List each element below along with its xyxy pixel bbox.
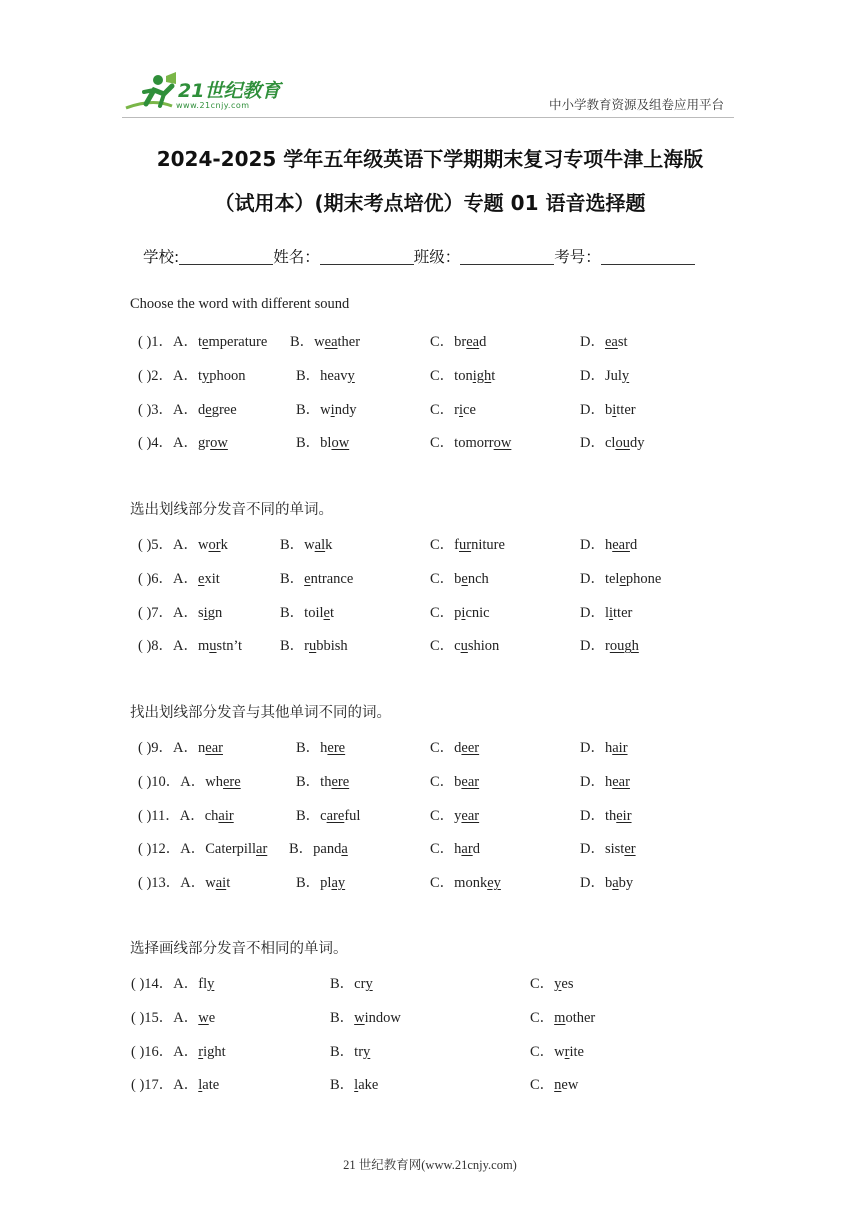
answer-option <box>138 736 223 757</box>
answer-option <box>580 398 636 419</box>
question-number[interactable]: ( )15．A． <box>131 1009 199 1026</box>
word-part: xit <box>204 570 220 587</box>
underlined-sound: ear <box>461 773 480 790</box>
answer-option <box>138 634 242 655</box>
site-logo <box>122 70 292 118</box>
word-part: d <box>198 401 206 418</box>
answer-option <box>580 533 637 554</box>
word-part: ate <box>202 1077 220 1094</box>
answer-option <box>138 364 246 385</box>
word-part: tter <box>613 604 633 621</box>
answer-option <box>296 736 345 757</box>
question-number[interactable]: ( )8．A． <box>138 638 199 655</box>
underlined-sound: igh <box>472 367 492 384</box>
answer-option <box>138 871 230 892</box>
class-blank[interactable] <box>460 248 554 265</box>
underlined-sound: ai <box>215 875 227 892</box>
word-part: t <box>491 367 496 384</box>
answer-option <box>280 601 334 622</box>
word-part: tter <box>616 401 636 418</box>
word-part: C． <box>530 1009 555 1026</box>
answer-option <box>131 1040 226 1061</box>
word-part: t <box>329 604 334 621</box>
answer-option <box>430 398 476 419</box>
answer-option <box>138 567 220 588</box>
word-part: B．th <box>296 773 332 790</box>
word-part: D．h <box>580 773 613 790</box>
word-part: m <box>198 638 210 655</box>
question-number[interactable]: ( )9．A． <box>138 740 199 756</box>
underlined-sound: ur <box>459 537 472 553</box>
word-part: w <box>205 875 216 892</box>
name-blank[interactable] <box>320 248 414 265</box>
underlined-sound: or <box>208 537 221 553</box>
word-part: C．h <box>430 841 462 858</box>
answer-option <box>296 364 355 385</box>
word-part: C．w <box>530 1043 565 1060</box>
word-part: B．w <box>296 401 331 418</box>
word-part: gree <box>211 401 237 418</box>
underlined-sound: eer <box>461 740 480 756</box>
word-part: D．b <box>580 875 613 892</box>
answer-option <box>430 431 511 452</box>
answer-option <box>296 431 349 452</box>
word-part: C．f <box>430 537 459 553</box>
underlined-sound: e <box>323 604 330 621</box>
answer-option <box>131 1006 215 1027</box>
word-part: B．h <box>296 740 328 756</box>
word-part: other <box>565 1009 596 1026</box>
underlined-sound: ay <box>331 875 346 892</box>
answer-option <box>138 330 267 351</box>
word-part: st <box>617 334 628 350</box>
answer-option <box>138 398 237 419</box>
word-part: D．h <box>580 537 613 553</box>
question-number[interactable]: ( )17．A． <box>131 1077 199 1094</box>
underlined-sound: ough <box>609 638 639 655</box>
answer-option <box>430 770 479 791</box>
answer-option <box>131 1073 219 1094</box>
word-part: ite <box>569 1043 584 1060</box>
word-part: B． <box>330 1077 355 1094</box>
question-number[interactable]: ( )5．A． <box>138 537 199 553</box>
logo-subtext: www.21cnjy.com <box>176 101 250 110</box>
word-part: C．br <box>430 334 467 350</box>
word-part: ce <box>463 401 476 418</box>
underlined-sound: u <box>209 638 217 655</box>
answer-option <box>138 431 228 452</box>
underlined-sound: al <box>314 537 326 553</box>
word-part: B．c <box>296 807 327 824</box>
word-part: t <box>198 367 203 384</box>
answer-option <box>430 533 505 554</box>
answer-option <box>430 634 499 655</box>
word-part: C．monk <box>430 875 488 892</box>
word-part: C． <box>530 1077 555 1094</box>
answer-option <box>330 1006 401 1027</box>
answer-option <box>296 770 349 791</box>
word-part: k <box>220 537 228 553</box>
word-part: D．sist <box>580 841 625 858</box>
word-part: D．l <box>580 604 609 621</box>
question-number[interactable]: ( )1．A． <box>138 334 199 350</box>
answer-option <box>580 837 636 858</box>
question-number[interactable]: ( )12．A． <box>138 841 206 858</box>
underlined-sound: i <box>459 401 464 418</box>
answer-option <box>430 736 479 757</box>
underlined-sound: r <box>198 1043 204 1060</box>
word-part: wh <box>205 773 223 790</box>
underlined-sound: ere <box>223 773 241 790</box>
underlined-sound: y <box>207 976 215 992</box>
underlined-sound: air <box>218 807 234 824</box>
underlined-sound: ow <box>493 435 512 452</box>
underlined-sound: i <box>330 401 335 418</box>
underlined-sound: y <box>202 367 210 384</box>
answer-option <box>330 1040 370 1061</box>
word-part: C．p <box>430 604 462 621</box>
underlined-sound: ea <box>324 334 338 350</box>
word-part: B．tr <box>330 1043 364 1060</box>
underlined-sound: w <box>354 1009 365 1026</box>
underlined-sound: ow <box>331 435 350 452</box>
underlined-sound: a <box>341 841 348 858</box>
underlined-sound: e <box>202 334 209 350</box>
answer-option <box>280 634 348 655</box>
underlined-sound: m <box>554 1009 566 1026</box>
word-part: gr <box>198 435 211 452</box>
word-part: D．Jul <box>580 367 622 384</box>
name-label: 姓名： <box>273 248 320 266</box>
section-heading: 选出划线部分发音不同的单词。 <box>130 502 333 518</box>
word-part: C．ton <box>430 367 473 384</box>
answer-option <box>530 1040 584 1061</box>
answer-option <box>330 972 373 993</box>
underlined-sound: w <box>198 1009 209 1026</box>
answer-option <box>530 1006 595 1027</box>
platform-name: 中小学教育资源及组卷应用平台 <box>549 98 725 112</box>
answer-option <box>430 837 480 858</box>
underlined-sound: ear <box>612 773 630 790</box>
word-part: ther <box>337 334 361 350</box>
answer-option <box>138 804 234 825</box>
answer-option <box>530 1073 578 1094</box>
underlined-sound: l <box>354 1077 359 1094</box>
question-number[interactable]: ( )11．A． <box>138 807 205 824</box>
header-divider <box>122 117 734 118</box>
word-part: ake <box>358 1077 379 1094</box>
question-number[interactable]: ( )13．A． <box>138 875 206 892</box>
word-part: B．w <box>290 334 325 350</box>
underlined-sound: e <box>198 570 205 587</box>
word-part: phoon <box>209 367 246 384</box>
word-part: C．r <box>430 401 459 418</box>
answer-option <box>296 804 360 825</box>
underlined-sound: ear <box>461 807 480 824</box>
answer-option <box>430 601 490 622</box>
page-footer: 21 世纪教育网(www.21cnjy.com) <box>343 1158 517 1172</box>
answer-option <box>138 533 228 554</box>
word-part: C．c <box>430 638 461 655</box>
underlined-sound: ear <box>205 740 223 756</box>
word-part: e <box>208 1009 216 1026</box>
answer-option <box>580 567 661 588</box>
answer-option <box>296 871 345 892</box>
word-part: niture <box>471 537 505 553</box>
underlined-sound: ea <box>466 334 480 350</box>
word-part: C．y <box>430 807 462 824</box>
word-part: dy <box>629 435 645 452</box>
word-part: indow <box>364 1009 401 1026</box>
answer-option <box>290 330 360 351</box>
word-part: fl <box>198 976 208 992</box>
word-part: w <box>198 537 209 553</box>
underlined-sound: ear <box>612 537 630 553</box>
word-part: D．tel <box>580 570 620 587</box>
word-part: B．pl <box>296 875 332 892</box>
underlined-sound: ere <box>331 773 350 790</box>
underlined-sound: u <box>309 638 317 655</box>
underlined-sound: y <box>621 367 630 384</box>
word-part: phone <box>625 570 662 587</box>
word-part: B． <box>280 570 305 587</box>
word-part: s <box>198 604 204 621</box>
answer-option <box>280 567 353 588</box>
word-part: B．pand <box>289 841 342 858</box>
class-label: 班级： <box>413 248 461 266</box>
section-heading: Choose the word with different sound <box>130 296 350 312</box>
answer-option <box>580 736 628 757</box>
underlined-sound: ow <box>210 435 228 452</box>
word-part: ight <box>203 1043 226 1060</box>
word-part: mperature <box>208 334 268 350</box>
school-blank[interactable] <box>179 248 273 265</box>
answer-option <box>580 601 632 622</box>
question-number[interactable]: ( )4．A． <box>138 435 199 452</box>
underlined-sound: e <box>304 570 311 587</box>
answer-option <box>131 972 214 993</box>
word-part: n <box>198 740 206 756</box>
underlined-sound: ere <box>327 740 346 756</box>
underlined-sound: i <box>203 604 208 621</box>
answer-option <box>580 364 629 385</box>
answer-option <box>430 871 501 892</box>
page-title-line-1: 2024-2025 学年五年级英语下学期期末复习专项牛津上海版 <box>156 147 704 171</box>
answer-option <box>580 770 630 791</box>
underlined-sound: are <box>326 807 345 824</box>
word-part: bbish <box>316 638 348 655</box>
answer-option <box>330 1073 378 1094</box>
answer-option <box>580 330 628 351</box>
section-heading: 选择画线部分发音不相同的单词。 <box>130 941 348 957</box>
underlined-sound: i <box>461 604 466 621</box>
word-part: Caterpill <box>205 841 257 858</box>
question-number[interactable]: ( )14．A． <box>131 976 199 992</box>
word-part: ew <box>561 1077 579 1094</box>
word-part: d <box>472 841 480 858</box>
word-part: D．h <box>580 740 613 756</box>
underlined-sound: a <box>612 875 619 892</box>
answer-option <box>580 804 632 825</box>
answer-option <box>580 871 633 892</box>
question-number[interactable]: ( )2．A． <box>138 367 199 384</box>
underlined-sound: er <box>624 841 636 858</box>
page-title-line-2: （试用本）(期末考点培优）专题 01 语音选择题 <box>214 191 646 215</box>
answer-option <box>430 330 486 351</box>
word-part: B．heav <box>296 367 348 384</box>
underlined-sound: n <box>554 1077 562 1094</box>
answer-option <box>430 567 489 588</box>
underlined-sound: air <box>612 740 628 756</box>
underlined-sound: ar <box>256 841 268 858</box>
word-part: D．th <box>580 807 617 824</box>
word-part: B．toil <box>280 604 324 621</box>
underlined-sound: eir <box>616 807 632 824</box>
underlined-sound: y <box>365 976 373 992</box>
underlined-sound: i <box>609 604 614 621</box>
school-label: 学校: <box>143 248 180 266</box>
answer-option <box>138 770 241 791</box>
question-number[interactable]: ( )7．A． <box>138 604 199 621</box>
word-part: ch <box>204 807 219 824</box>
word-part: nch <box>467 570 489 587</box>
word-part: es <box>561 976 574 992</box>
word-part: ndy <box>334 401 357 418</box>
word-part: cnic <box>465 604 490 621</box>
word-part: ntrance <box>310 570 354 587</box>
word-part: d <box>479 334 487 350</box>
answer-option <box>580 634 639 655</box>
word-part: B．w <box>280 537 315 553</box>
word-part: d <box>629 537 638 553</box>
word-part: gn <box>207 604 223 621</box>
word-part: ful <box>344 807 361 824</box>
word-part: stn’t <box>216 638 243 655</box>
logo-text: 21世纪教育 <box>178 80 281 102</box>
student-info-row <box>143 245 695 267</box>
question-number[interactable]: ( )6．A． <box>138 570 199 587</box>
underlined-sound: e <box>619 570 626 587</box>
underlined-sound: ar <box>461 841 473 858</box>
answer-option <box>296 398 356 419</box>
answer-option <box>289 837 348 858</box>
answer-option <box>580 431 644 452</box>
answer-option <box>280 533 332 554</box>
question-number[interactable]: ( )3．A． <box>138 401 199 418</box>
underlined-sound: ea <box>604 334 618 350</box>
question-number[interactable]: ( )10．A． <box>138 773 206 790</box>
word-part: D．r <box>580 638 610 655</box>
word-part: D． <box>580 334 605 350</box>
word-part: C．b <box>430 570 462 587</box>
underlined-sound: ey <box>487 875 501 892</box>
word-part: shion <box>467 638 500 655</box>
underlined-sound: i <box>612 401 617 418</box>
word-part: B． <box>330 1009 355 1026</box>
word-part: k <box>325 537 333 553</box>
word-part: C．d <box>430 740 462 756</box>
underlined-sound: r <box>564 1043 570 1060</box>
word-part: B．cr <box>330 976 366 992</box>
word-part: C．tomorr <box>430 435 494 452</box>
word-part: B．bl <box>296 435 332 452</box>
word-part: D．b <box>580 401 613 418</box>
word-part: C． <box>530 976 555 992</box>
word-part: t <box>198 334 203 350</box>
underlined-sound: e <box>205 401 212 418</box>
question-number[interactable]: ( )16．A． <box>131 1043 199 1060</box>
answer-option <box>430 364 495 385</box>
answer-option <box>430 804 479 825</box>
number-label: 考号： <box>554 248 601 266</box>
answer-option <box>138 601 222 622</box>
answer-option <box>138 837 267 858</box>
word-part: C．b <box>430 773 462 790</box>
underlined-sound: y <box>347 367 355 384</box>
underlined-sound: u <box>460 638 468 655</box>
underlined-sound: y <box>363 1043 371 1060</box>
word-part: t <box>226 875 231 892</box>
word-part: by <box>618 875 634 892</box>
underlined-sound: l <box>198 1077 203 1094</box>
underlined-sound: y <box>554 976 562 992</box>
underlined-sound: e <box>461 570 468 587</box>
word-part: B．r <box>280 638 309 655</box>
number-blank[interactable] <box>601 248 695 265</box>
section-heading: 找出划线部分发音与其他单词不同的词。 <box>130 705 391 721</box>
underlined-sound: ou <box>615 435 630 452</box>
answer-option <box>530 972 574 993</box>
word-part: D．cl <box>580 435 616 452</box>
